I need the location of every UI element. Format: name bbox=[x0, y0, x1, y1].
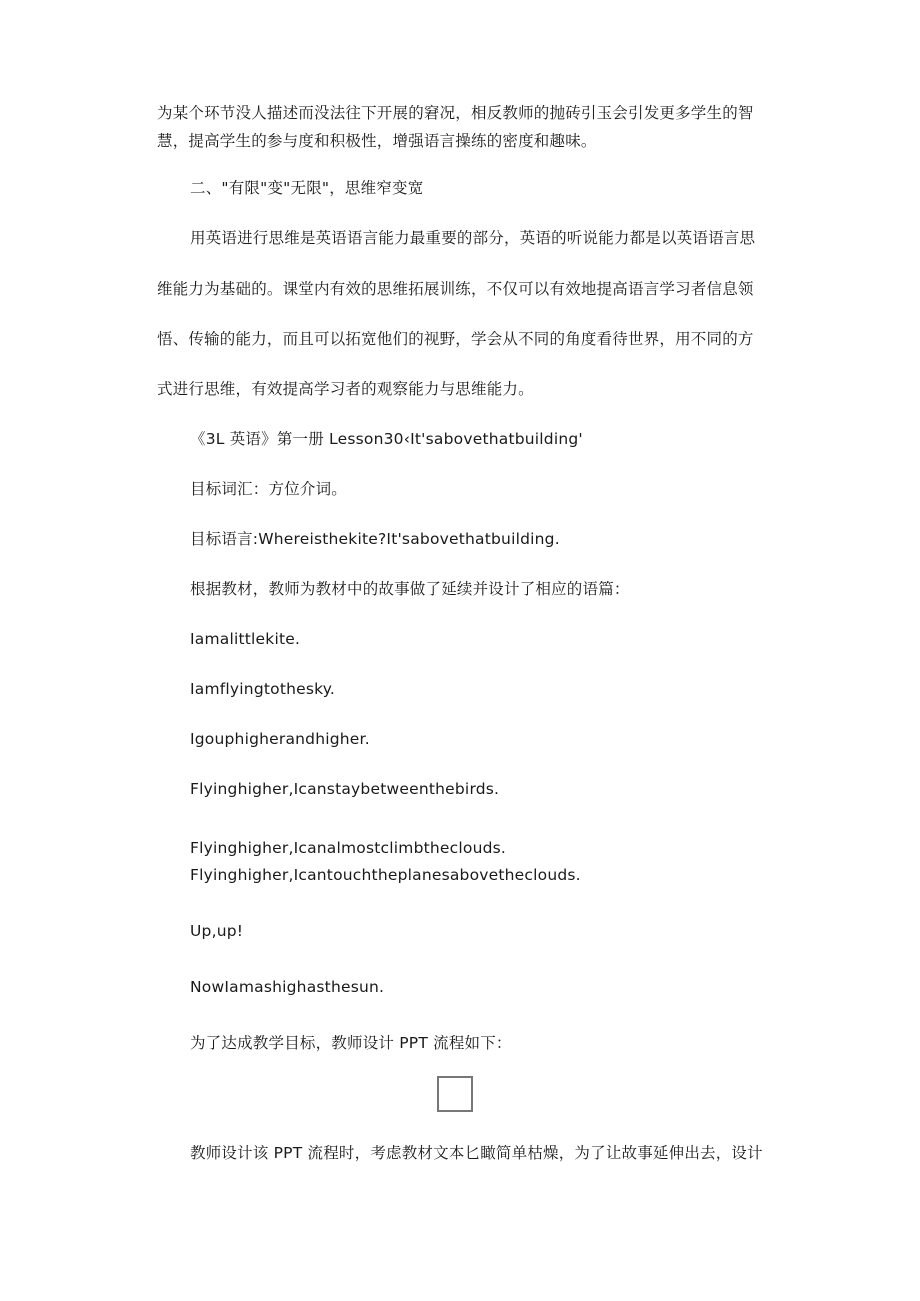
paragraph-line: 式进行思维，有效提高学习者的观察能力与思维能力。 bbox=[157, 380, 534, 398]
poem-line: Flyinghigher,Icantouchtheplanesabovetheclouds. bbox=[190, 866, 581, 884]
target-vocabulary: 目标词汇：方位介词。 bbox=[190, 480, 348, 498]
poem-line: Iamflyingtothesky. bbox=[190, 680, 336, 698]
target-language: 目标语言:Whereisthekite?It'sabovethatbuilding. bbox=[190, 530, 560, 548]
poem-line: NowIamashighasthesun. bbox=[190, 978, 385, 996]
paragraph-line: 维能力为基础的。课堂内有效的思维拓展训练，不仅可以有效地提高语言学习者信息领 bbox=[157, 280, 754, 298]
section-heading: 二、"有限"变"无限"，思维窄变宽 bbox=[190, 179, 424, 197]
poem-line: Flyinghigher,Icanalmostclimbtheclouds. bbox=[190, 839, 507, 857]
image-placeholder bbox=[437, 1076, 473, 1112]
poem-line: Up,up! bbox=[190, 922, 244, 940]
poem-line: Iamalittlekite. bbox=[190, 630, 301, 648]
paragraph-line: 悟、传输的能力，而且可以拓宽他们的视野，学会从不同的角度看待世界，用不同的方 bbox=[157, 330, 754, 348]
paragraph-line: 教师设计该 PPT 流程时，考虑教材文本匕瞰简单枯燥，为了让故事延伸出去，设计 bbox=[190, 1144, 763, 1162]
poem-line: Igouphigherandhigher. bbox=[190, 730, 370, 748]
poem-line: Flyinghigher,Icanstaybetweenthebirds. bbox=[190, 780, 500, 798]
lesson-title: 《3L 英语》第一册 Lesson30‹It'sabovethatbuilding' bbox=[190, 430, 583, 448]
paragraph-line: 为某个环节没人描述而没法往下开展的窘况，相反教师的抛砖引玉会引发更多学生的智 bbox=[157, 104, 754, 122]
ppt-intro: 为了达成教学目标，教师设计 PPT 流程如下： bbox=[190, 1034, 512, 1052]
paragraph-line: 用英语进行思维是英语语言能力最重要的部分，英语的听说能力都是以英语语言思 bbox=[190, 229, 756, 247]
paragraph-line: 慧，提高学生的参与度和积极性，增强语言操练的密度和趣味。 bbox=[157, 132, 597, 150]
story-intro: 根据教材，教师为教材中的故事做了延续并设计了相应的语篇： bbox=[190, 580, 630, 598]
